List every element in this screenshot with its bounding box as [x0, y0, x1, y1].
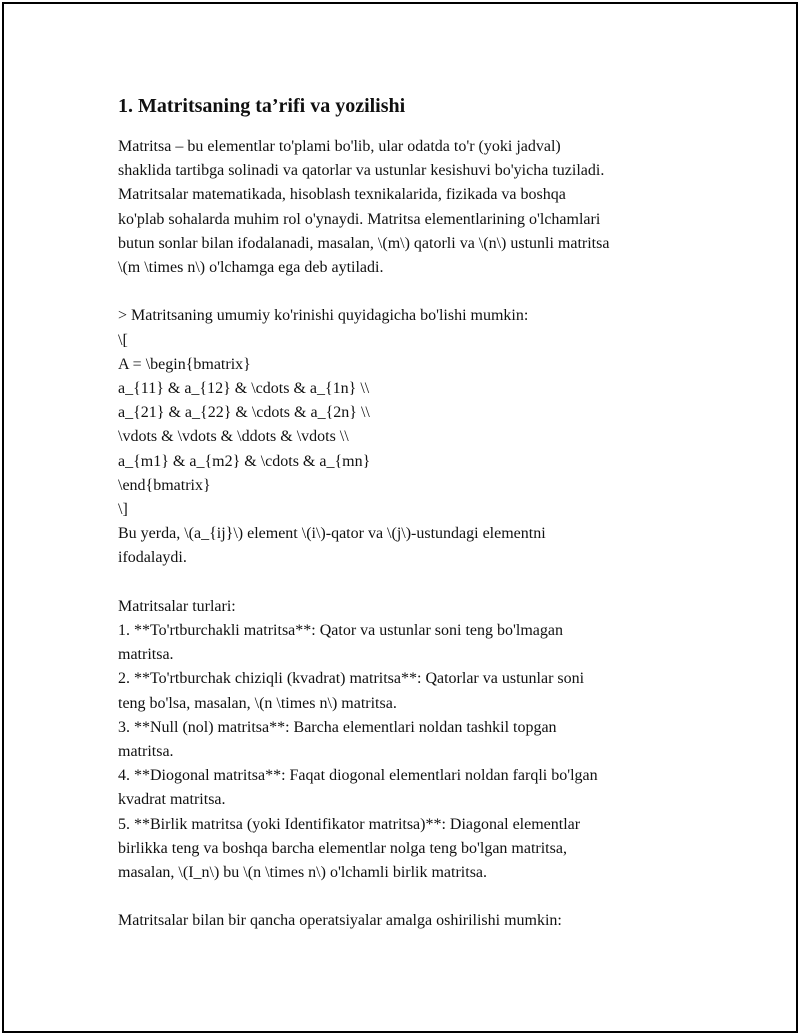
- text-line: ko'plab sohalarda muhim rol o'ynaydi. Matritsa elementlarining o'lchamlari: [118, 210, 601, 228]
- text-line: \(m \times n\) o'lchamga ega deb aytiladi.: [118, 259, 384, 277]
- list-item-line: 4. **Diogonal matritsa**: Faqat diogonal elementlari noldan farqli bo'lgan: [118, 767, 598, 785]
- blank-line: [118, 885, 688, 909]
- text-line: > Matritsaning umumiy ko'rinishi quyidagicha bo'lishi mumkin:: [118, 307, 529, 325]
- text-line: Matritsalar matematikada, hisoblash texnikalarida, fizikada va boshqa: [118, 186, 566, 204]
- paragraph-text: [118, 135, 688, 934]
- list-item-line: 1. **To'rtburchakli matritsa**: Qator va ustunlar soni teng bo'lmagan: [118, 622, 563, 640]
- formula-line: \[: [118, 331, 128, 349]
- list-item-line: kvadrat matritsa.: [118, 791, 226, 809]
- formula-line: \end{bmatrix}: [118, 476, 211, 494]
- text-line: Matritsalar bilan bir qancha operatsiyalar amalga oshirilishi mumkin:: [118, 912, 562, 930]
- list-item-line: masalan, \(I_n\) bu \(n \times n\) o'lchamli birlik matritsa.: [118, 864, 488, 882]
- list-item-line: matritsa.: [118, 743, 174, 761]
- blank-line: [118, 280, 688, 304]
- text-line: shaklida tartibga solinadi va qatorlar va ustunlar kesishuvi bo'yicha tuziladi.: [118, 162, 605, 180]
- text-line: butun sonlar bilan ifodalanadi, masalan, \(m\) qatorli va \(n\) ustunli matritsa: [118, 234, 610, 252]
- list-item-line: birlikka teng va boshqa barcha elementlar nolga teng bo'lgan matritsa,: [118, 839, 567, 857]
- formula-line: a_{21} & a_{22} & \cdots & a_{2n} \\: [118, 404, 370, 422]
- formula-line: \vdots & \vdots & \ddots & \vdots \\: [118, 428, 349, 446]
- list-item-line: teng bo'lsa, masalan, \(n \times n\) matritsa.: [118, 694, 397, 712]
- formula-line: a_{11} & a_{12} & \cdots & a_{1n} \\: [118, 380, 370, 398]
- formula-line: A = \begin{bmatrix}: [118, 355, 251, 373]
- document-body: [118, 92, 688, 934]
- text-line: Matritsalar turlari:: [118, 597, 236, 615]
- formula-line: a_{m1} & a_{m2} & \cdots & a_{mn}: [118, 452, 371, 470]
- section-heading: 1. Matritsaning ta’rifi va yozilishi: [118, 95, 406, 117]
- text-line: ifodalaydi.: [118, 549, 187, 567]
- list-item-line: 3. **Null (nol) matritsa**: Barcha elementlari noldan tashkil topgan: [118, 718, 557, 736]
- text-line: Bu yerda, \(a_{ij}\) element \(i\)-qator va \(j\)-ustundagi elementni: [118, 525, 546, 543]
- blank-line: [118, 571, 688, 595]
- text-line: Matritsa – bu elementlar to'plami bo'lib, ular odatda to'r (yoki jadval): [118, 138, 561, 155]
- formula-line: \]: [118, 501, 128, 519]
- list-item-line: 5. **Birlik matritsa (yoki Identifikator matritsa)**: Diagonal elementlar: [118, 815, 581, 833]
- list-item-line: matritsa.: [118, 646, 174, 664]
- list-item-line: 2. **To'rtburchak chiziqli (kvadrat) matritsa**: Qatorlar va ustunlar soni: [118, 670, 585, 688]
